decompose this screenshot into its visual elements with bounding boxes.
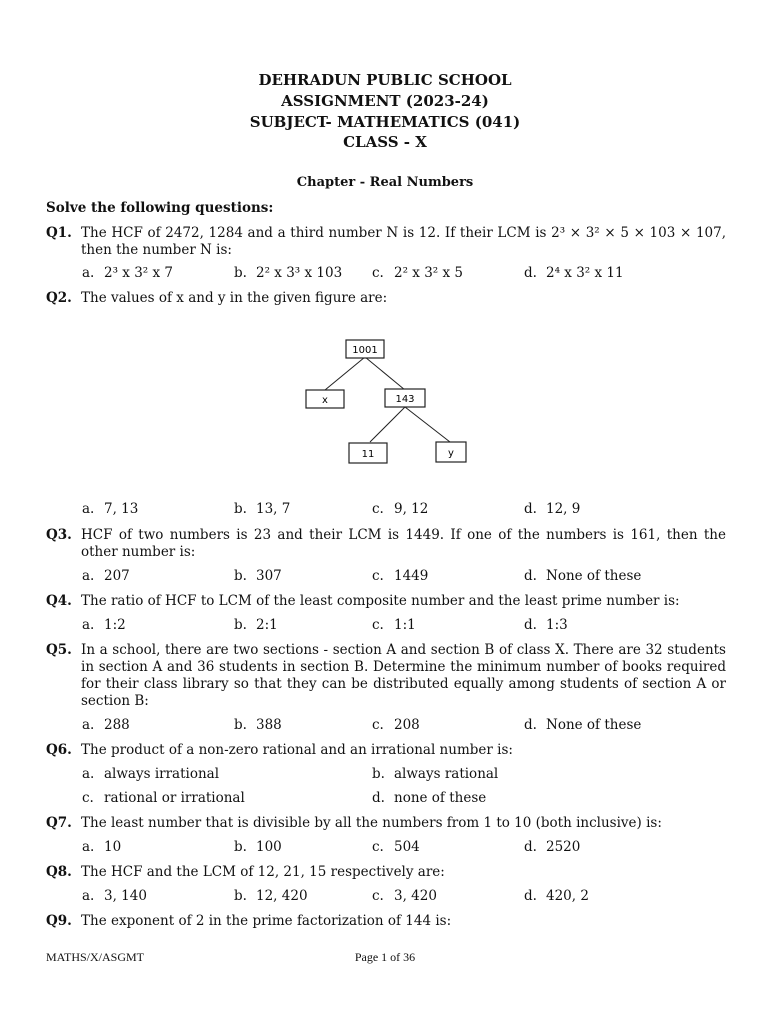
option-text: 2³ x 3² x 7 — [104, 265, 173, 281]
options-q6-row2 — [82, 790, 732, 808]
node-11: 11 — [361, 449, 375, 460]
option-text: 307 — [256, 568, 282, 584]
option-text: 208 — [394, 717, 420, 733]
question-number: Q2. — [46, 290, 72, 306]
option-letter: d. — [524, 888, 537, 904]
option-letter: d. — [524, 265, 537, 281]
option-text: 2² x 3² x 5 — [394, 265, 463, 281]
option-letter: c. — [372, 501, 384, 517]
option-c — [82, 790, 245, 806]
question-text: In a school, there are two sections - section A and section B of class X. There are 32 students in section A and 36 students in section B. Determine the minimum number of books required for their class library so that they can be distributed equally among students of section A or section B: — [81, 642, 726, 709]
option-c — [372, 265, 463, 281]
question-5 — [46, 642, 726, 710]
assignment-title: ASSIGNMENT (2023-24) — [281, 92, 489, 110]
option-a — [82, 888, 147, 904]
option-letter: c. — [372, 839, 384, 855]
option-text: 420, 2 — [546, 888, 589, 904]
options-q7 — [82, 839, 732, 857]
option-text: 388 — [256, 717, 282, 733]
option-a — [82, 839, 121, 855]
option-letter: b. — [234, 501, 247, 517]
question-number: Q5. — [46, 642, 72, 658]
option-text: always irrational — [104, 766, 220, 782]
option-letter: d. — [524, 568, 537, 584]
option-d — [524, 265, 624, 281]
option-letter: b. — [372, 766, 385, 782]
option-letter: a. — [82, 617, 95, 633]
option-letter: c. — [372, 265, 384, 281]
node-root: 1001 — [352, 345, 378, 356]
question-1 — [46, 225, 726, 259]
question-text: The product of a non-zero rational and an irrational number is: — [81, 742, 513, 758]
option-c — [372, 568, 428, 584]
question-text: The HCF of 2472, 1284 and a third number N is 12. If their LCM is 2³ × 3² × 5 × 103 × 107, then the number N is: — [81, 225, 726, 258]
option-a — [82, 717, 130, 733]
option-letter: d. — [524, 839, 537, 855]
question-number: Q1. — [46, 225, 72, 241]
option-letter: c. — [372, 717, 384, 733]
option-c — [372, 888, 437, 904]
option-text: always rational — [394, 766, 499, 782]
question-text: HCF of two numbers is 23 and their LCM is 1449. If one of the numbers is 161, then the other number is: — [81, 527, 726, 560]
option-d — [524, 717, 641, 733]
options-q4 — [82, 617, 732, 635]
option-text: 7, 13 — [104, 501, 139, 517]
option-text: 1:1 — [394, 617, 416, 633]
option-letter: b. — [234, 888, 247, 904]
school-name: DEHRADUN PUBLIC SCHOOL — [258, 71, 512, 89]
option-text: 207 — [104, 568, 130, 584]
options-q2 — [82, 501, 732, 519]
node-143: 143 — [395, 394, 415, 405]
option-text: 100 — [256, 839, 282, 855]
question-number: Q4. — [46, 593, 72, 609]
option-letter: d. — [524, 501, 537, 517]
option-text: 2:1 — [256, 617, 278, 633]
question-8 — [46, 864, 726, 881]
option-letter: b. — [234, 617, 247, 633]
option-d — [524, 617, 568, 633]
option-text: 3, 140 — [104, 888, 147, 904]
option-letter: b. — [234, 717, 247, 733]
option-c — [372, 501, 428, 517]
question-text: The values of x and y in the given figure are: — [81, 290, 388, 306]
node-y: y — [448, 448, 454, 459]
option-letter: d. — [524, 717, 537, 733]
option-b — [234, 839, 282, 855]
question-number: Q9. — [46, 913, 72, 929]
options-q1 — [82, 265, 732, 283]
option-c — [372, 717, 420, 733]
option-letter: c. — [372, 568, 384, 584]
question-6 — [46, 742, 726, 759]
page-number: Page 1 of 36 — [354, 950, 416, 964]
option-text: 13, 7 — [256, 501, 291, 517]
option-b — [234, 265, 342, 281]
options-q5 — [82, 717, 732, 735]
option-letter: c. — [82, 790, 94, 806]
option-text: 1:2 — [104, 617, 126, 633]
option-letter: a. — [82, 568, 95, 584]
factor-tree-figure — [300, 335, 480, 475]
option-text: None of these — [546, 717, 642, 733]
question-text: The exponent of 2 in the prime factorization of 144 is: — [81, 913, 452, 929]
option-a — [82, 501, 138, 517]
option-a — [82, 766, 219, 782]
option-text: 288 — [104, 717, 130, 733]
option-d — [524, 839, 580, 855]
class-title: CLASS - X — [343, 133, 427, 151]
option-b — [372, 766, 498, 782]
instruction-text: Solve the following questions: — [46, 200, 274, 216]
option-letter: c. — [372, 888, 384, 904]
question-text: The HCF and the LCM of 12, 21, 15 respectively are: — [81, 864, 445, 880]
option-b — [234, 501, 290, 517]
question-3 — [46, 527, 726, 561]
option-text: rational or irrational — [104, 790, 245, 806]
subject-title: SUBJECT- MATHEMATICS (041) — [249, 113, 521, 131]
option-letter: d. — [372, 790, 385, 806]
option-letter: d. — [524, 617, 537, 633]
question-number: Q3. — [46, 527, 72, 543]
option-b — [234, 717, 282, 733]
option-letter: a. — [82, 717, 95, 733]
option-text: 2² x 3³ x 103 — [256, 265, 343, 281]
question-9 — [46, 913, 726, 930]
option-text: 3, 420 — [394, 888, 437, 904]
options-q3 — [82, 568, 732, 586]
question-2 — [46, 290, 726, 307]
chapter-title: Chapter - Real Numbers — [296, 175, 474, 190]
option-letter: a. — [82, 888, 95, 904]
option-text: 1449 — [394, 568, 429, 584]
option-letter: b. — [234, 568, 247, 584]
option-letter: b. — [234, 265, 247, 281]
option-b — [234, 617, 278, 633]
option-text: 10 — [104, 839, 122, 855]
option-d — [524, 888, 589, 904]
option-text: 12, 9 — [546, 501, 581, 517]
option-letter: c. — [372, 617, 384, 633]
option-b — [234, 888, 308, 904]
options-q8 — [82, 888, 732, 906]
question-text: The least number that is divisible by all the numbers from 1 to 10 (both inclusive) is: — [81, 815, 662, 831]
question-4 — [46, 593, 726, 610]
option-letter: a. — [82, 839, 95, 855]
option-text: 504 — [394, 839, 420, 855]
option-letter: a. — [82, 501, 95, 517]
option-text: 2520 — [546, 839, 581, 855]
question-number: Q7. — [46, 815, 72, 831]
option-text: none of these — [394, 790, 487, 806]
option-b — [234, 568, 282, 584]
option-letter: a. — [82, 766, 95, 782]
option-a — [82, 265, 173, 281]
question-text: The ratio of HCF to LCM of the least composite number and the least prime number is: — [81, 593, 680, 609]
question-7 — [46, 815, 726, 832]
question-number: Q6. — [46, 742, 72, 758]
option-text: 1:3 — [546, 617, 568, 633]
footer-code: MATHS/X/ASGMT — [46, 950, 145, 964]
option-letter: b. — [234, 839, 247, 855]
option-text: 9, 12 — [394, 501, 429, 517]
option-letter: a. — [82, 265, 95, 281]
option-d — [524, 568, 641, 584]
option-text: None of these — [546, 568, 642, 584]
option-text: 12, 420 — [256, 888, 308, 904]
option-c — [372, 617, 416, 633]
option-text: 2⁴ x 3² x 11 — [546, 265, 624, 281]
option-a — [82, 617, 126, 633]
question-number: Q8. — [46, 864, 72, 880]
option-d — [524, 501, 580, 517]
option-a — [82, 568, 130, 584]
options-q6-row1 — [82, 766, 732, 784]
option-c — [372, 839, 420, 855]
option-d — [372, 790, 486, 806]
node-x: x — [322, 395, 328, 406]
